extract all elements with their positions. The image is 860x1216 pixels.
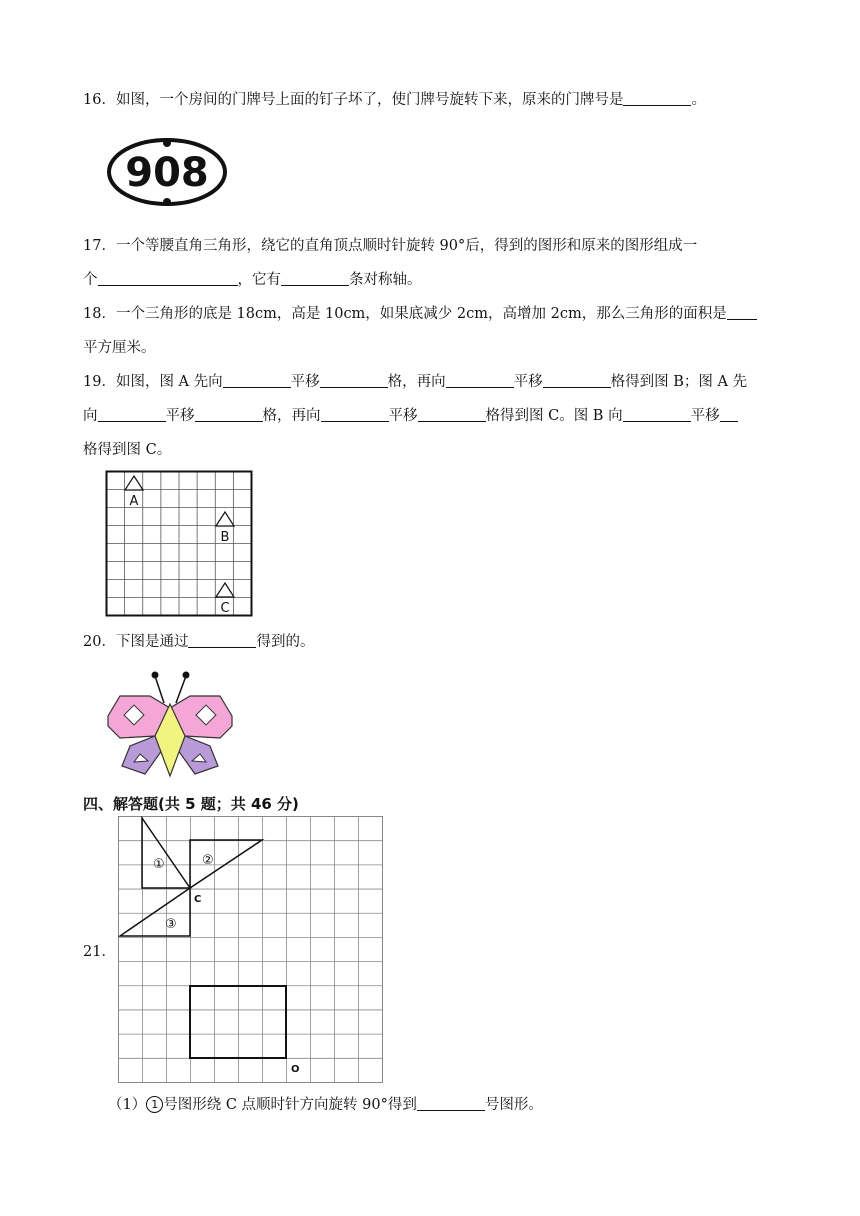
triangle-1	[142, 818, 190, 888]
q17-line1: 17．一个等腰直角三角形，绕它的直角顶点顺时针旋转 90°后，得到的图形和原来的图形组成一	[83, 238, 698, 254]
q21-grid-figure	[118, 816, 384, 1084]
circled-one: 1	[146, 1096, 163, 1113]
label-1: ①	[153, 857, 165, 872]
label-3: ③	[165, 917, 177, 932]
door-sign-image	[105, 132, 230, 212]
q18-line2: 平方厘米。	[83, 340, 156, 356]
label-b: B	[220, 530, 230, 545]
q16-text: 16．如图，一个房间的门牌号上面的钉子坏了，使门牌号旋转下来，原来的门牌号是 。	[83, 92, 706, 108]
section-heading: 四、解答题(共 5 题；共 46 分)	[83, 795, 299, 813]
q19-blank-8[interactable]	[418, 407, 486, 422]
q19-blank-3[interactable]	[446, 373, 514, 388]
label-c: C	[220, 601, 230, 616]
q18-line1: 18．一个三角形的底是 18cm，高是 10cm，如果底减少 2cm，高增加 2cm，那么三角形的面积是	[83, 304, 757, 324]
q18-blank[interactable]	[727, 305, 757, 320]
triangle-2	[190, 840, 262, 888]
q19-blank-1[interactable]	[223, 373, 291, 388]
label-o-point: O	[291, 1064, 300, 1075]
label-a: A	[129, 494, 139, 509]
q19-grid-figure	[105, 470, 255, 618]
label-2: ②	[202, 853, 214, 868]
q19-blank-5[interactable]	[98, 407, 166, 422]
butterfly-image	[100, 666, 240, 781]
q19-line2: 向 平移 格，再向 平移 格得到图 C。图 B 向 平移	[83, 406, 738, 426]
q20-text: 20．下图是通过 得到的。	[83, 634, 315, 650]
triangle-c	[216, 583, 234, 597]
q19-blank-6[interactable]	[195, 407, 263, 422]
q19-blank-4[interactable]	[543, 373, 611, 388]
triangle-3	[120, 888, 190, 936]
q19-blank-7[interactable]	[321, 407, 389, 422]
triangle-b	[216, 512, 234, 526]
q21-blank-1[interactable]	[417, 1096, 485, 1111]
q19-blank-2[interactable]	[320, 373, 388, 388]
q17-line2: 个 ，它有 条对称轴。	[83, 272, 422, 288]
q16-blank[interactable]	[623, 91, 691, 106]
label-c-point: C	[194, 894, 202, 905]
q19-line3: 格得到图 C。	[83, 442, 172, 458]
q19-line1: 19．如图，图 A 先向 平移 格，再向 平移 格得到图 B；图 A 先	[83, 374, 748, 390]
rectangle-shape	[190, 986, 286, 1058]
door-number: 908	[125, 150, 209, 196]
q21-sub1: （1） 1 号图形绕 C 点顺时针方向旋转 90°得到 号图形。	[108, 1097, 543, 1113]
q21-number: 21．	[83, 944, 116, 960]
q20-blank[interactable]	[188, 633, 256, 648]
q19-blank-9[interactable]	[623, 407, 691, 422]
q17-blank-shape[interactable]	[98, 271, 238, 286]
triangle-a	[125, 476, 143, 490]
q19-blank-10[interactable]	[720, 407, 738, 422]
q17-blank-axes[interactable]	[281, 271, 349, 286]
